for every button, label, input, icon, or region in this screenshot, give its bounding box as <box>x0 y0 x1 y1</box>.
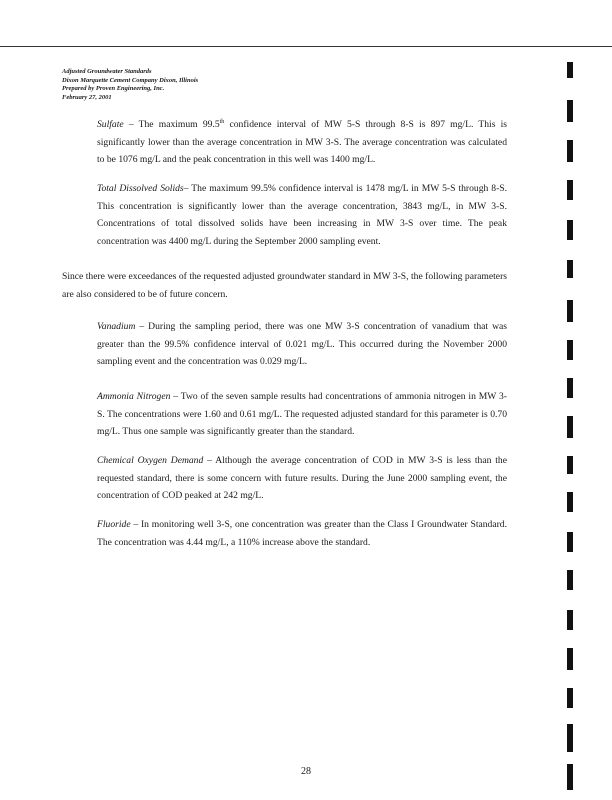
scan-edge-mark <box>567 532 573 552</box>
fluoride-paragraph <box>97 516 507 551</box>
header-date: February 27, 2001 <box>62 93 112 101</box>
scan-edge-mark <box>567 492 573 512</box>
sulfate-label: Sulfate <box>97 119 124 130</box>
scan-edge-mark <box>567 140 573 162</box>
scan-edge-mark <box>567 260 573 278</box>
header-title: Adjusted Groundwater Standards <box>62 68 152 75</box>
scan-edge-mark <box>567 378 573 398</box>
scan-edge-mark <box>567 456 573 474</box>
tds-text: – The maximum 99.5% confidence interval is 1478 mg/L in MW 5-S through 8-S. This concentration is significantly lower than the average concentration, 3843 mg/L, in MW 3-S. Concentrations of total dissolved solids have been increasing in MW 3-S over time. The peak concentration was 4400 mg/L during the September 2000 sampling event. <box>97 183 508 247</box>
scan-edge-mark <box>567 300 573 322</box>
ammonia-paragraph <box>97 388 507 441</box>
sulfate-text-a: – The maximum 99.5 <box>123 119 220 130</box>
scan-edge-mark <box>567 724 573 752</box>
top-rule <box>0 46 612 47</box>
sulfate-text-b: confidence interval of MW 5-S through 8-S is 897 mg/L. This is significantly lower than the average concentration in MW 3-S. The average concentration was calculated to be 1076 mg/L and the peak concentration in this well was 1400 mg/L. <box>97 119 508 165</box>
scan-edge-mark <box>567 648 573 670</box>
vanadium-text: – During the sampling period, there was one MW 3-S concentration of vanadium that was greater than the 99.5% confidence interval of 0.021 mg/L. This occurred during the November 2000 sampling event and the concentration was 0.029 mg/L. <box>97 321 507 367</box>
scan-edge-mark <box>567 100 573 122</box>
scan-edge-mark <box>567 340 573 360</box>
fluoride-label: Fluoride <box>97 519 131 530</box>
tds-label: Total Dissolved Solids <box>97 183 184 194</box>
document-header <box>62 68 198 102</box>
scan-edge-mark <box>567 764 573 790</box>
tds-paragraph <box>97 180 507 250</box>
vanadium-label: Vanadium <box>97 321 136 332</box>
cod-text: – Although the average concentration of COD in MW 3-S is less than the requested standard, there is some concern with future results. During the June 2000 sampling event, the concentration of COD peaked at 242 mg/L. <box>97 455 507 501</box>
cod-label: Chemical Oxygen Demand <box>97 455 204 466</box>
ammonia-label: Ammonia Nitrogen <box>97 391 171 402</box>
sulfate-superscript: th <box>219 118 225 125</box>
sulfate-paragraph <box>97 116 507 169</box>
page-number: 28 <box>301 766 311 777</box>
intro-paragraph: Since there were exceedances of the requested adjusted groundwater standard in MW 3-S, the following parameters are also considered to be of future concern. <box>62 271 507 300</box>
scan-edge-mark <box>567 180 573 200</box>
header-client: Dixon Marquette Cement Company Dixon, Illinois <box>62 76 199 84</box>
scan-edge-mark <box>567 62 573 78</box>
scan-edge-mark <box>567 220 573 240</box>
scan-edge-mark <box>567 416 573 438</box>
ammonia-text: – Two of the seven sample results had concentrations of ammonia nitrogen in MW 3-S. The concentrations were 1.60 and 0.61 mg/L. The requested adjusted standard for this parameter is 0.70 mg/L. Thus one sample was significantly greater than the standard. <box>97 391 507 437</box>
scan-edge-mark <box>567 610 573 630</box>
fluoride-text: – In monitoring well 3-S, one concentration was greater than the Class I Groundwater Standard. The concentration was 4.44 mg/L, a 110% increase above the standard. <box>97 519 507 548</box>
header-preparer: Prepared by Proven Engineering, Inc. <box>62 85 165 92</box>
vanadium-paragraph <box>97 318 507 371</box>
cod-paragraph <box>97 452 507 505</box>
scan-edge-mark <box>567 570 573 590</box>
scan-edge-mark <box>567 688 573 708</box>
